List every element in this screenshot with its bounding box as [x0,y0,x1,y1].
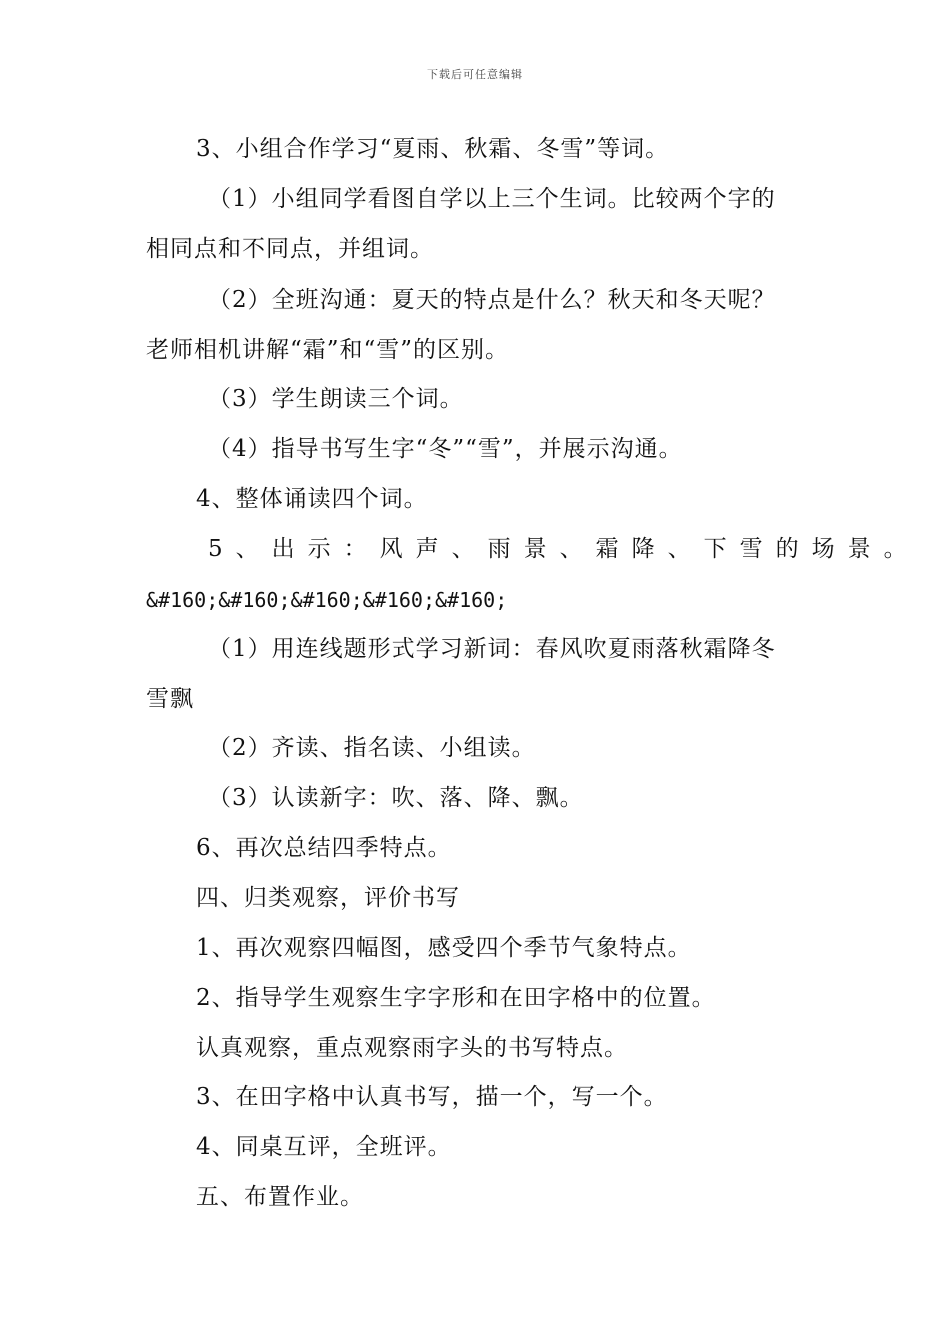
paragraph-line: 认真观察，重点观察雨字头的书写特点。 [196,1035,628,1061]
paragraph-line: （2）齐读、指名读、小组读。 [208,735,536,761]
paragraph-line: （1）用连线题形式学习新词：春风吹夏雨落秋霜降冬 [208,636,776,662]
paragraph-line: &#160;&#160;&#160;&#160;&#160; [146,588,508,612]
paragraph-line: 3、小组合作学习“夏雨、秋霜、冬雪”等词。 [196,136,670,162]
paragraph-line: （3）认读新字：吹、落、降、飘。 [208,785,584,811]
paragraph-line: （2）全班沟通：夏天的特点是什么？秋天和冬天呢？ [208,287,776,313]
paragraph-line: 雪飘 [146,686,194,712]
paragraph-line: 2、指导学生观察生字字形和在田字格中的位置。 [196,985,716,1011]
paragraph-line: （3）学生朗读三个词。 [208,386,464,412]
paragraph-line: 相同点和不同点，并组词。 [146,236,434,262]
paragraph-line: 老师相机讲解“霜”和“雪”的区别。 [146,337,510,363]
paragraph-line: （4）指导书写生字“冬”“雪”，并展示沟通。 [208,436,683,462]
paragraph-line: 5、出示：风声、雨景、霜降、下雪的场景。 [208,536,920,562]
paragraph-line: 3、在田字格中认真书写，描一个，写一个。 [196,1084,668,1110]
paragraph-line: 1、再次观察四幅图，感受四个季节气象特点。 [196,935,692,961]
page-header: 下载后可任意编辑 [427,68,523,81]
section-heading: 四、归类观察，评价书写 [196,885,460,911]
paragraph-line: 4、同桌互评，全班评。 [196,1134,452,1160]
paragraph-line: 6、再次总结四季特点。 [196,835,452,861]
paragraph-line: 4、整体诵读四个词。 [196,486,428,512]
paragraph-line: （1）小组同学看图自学以上三个生词。比较两个字的 [208,186,776,212]
section-heading: 五、布置作业。 [196,1184,364,1210]
